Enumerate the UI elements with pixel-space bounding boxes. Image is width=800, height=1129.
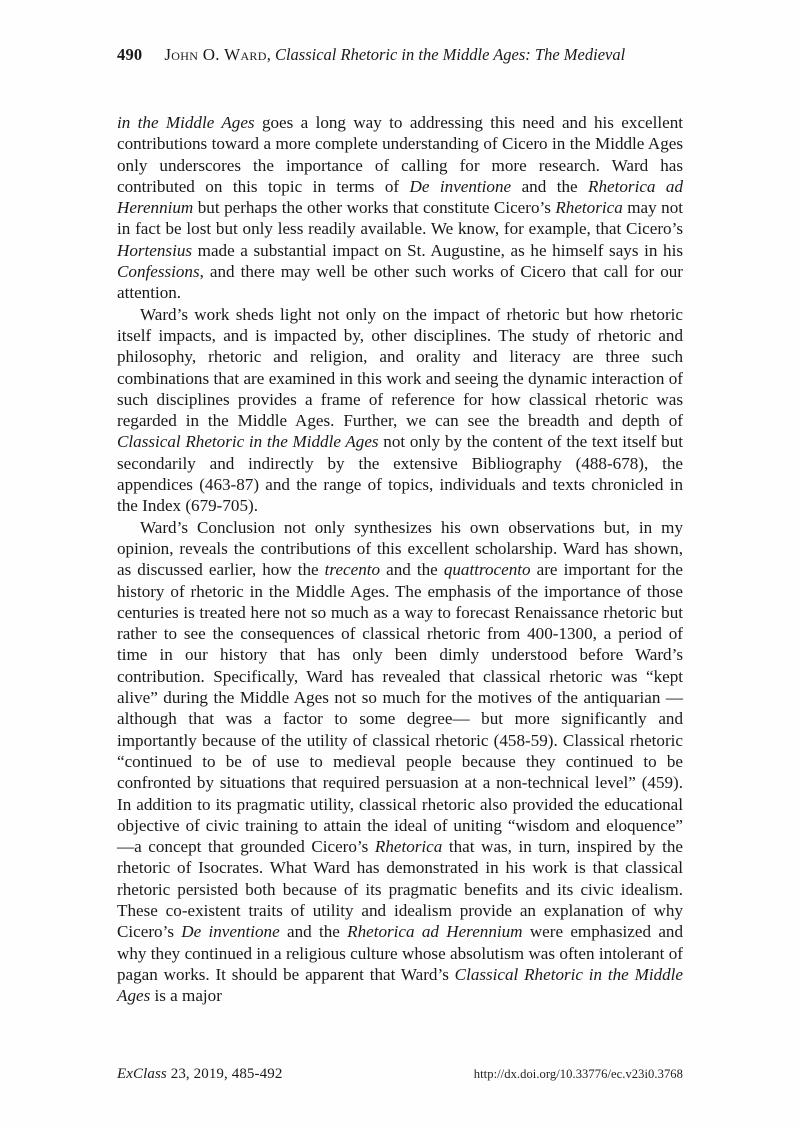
body-paragraph	[117, 304, 683, 517]
text-run: made a substantial impact on St. Augustine, as he himself says in his	[192, 240, 683, 260]
italic-title-run: De inventione	[181, 922, 280, 942]
body-paragraph	[117, 517, 683, 1007]
italic-title-run: Rhetorica ad Herennium	[117, 176, 684, 218]
italic-title-run: Classical Rhetoric in the Middle Ages	[117, 432, 379, 452]
text-run: are important for the history of rhetoric in the Middle Ages. The emphasis of the importance of those centuries is treated here not so much as a way to forecast Renaissance rhetoric but rather to see the consequences of classical rhetoric from 400-1300, a period of time in our history that has only been dimly understood before Ward’s contribution. Specifically, Ward has revealed that classical rhetoric was “kept alive” during the Middle Ages not so much for the motives of the antiquarian —although that was a factor to some degree— but more significantly and importantly because of the utility of classical rhetoric (458-59). Classical rhetoric “continued to be of use to medieval people because they continued to be confronted by situations that required persuasion at a non-technical level” (459). In addition to its pragmatic utility, classical rhetoric also provided the educational objective of civic training to attain the ideal of uniting “wisdom and eloquence” —a concept that grounded Cicero’s	[117, 560, 683, 857]
text-run: may not in fact be lost but only less readily available. We know, for example, that Cicero’s	[117, 198, 683, 239]
text-run: Ward’s Conclusion not only synthesizes his own observations but, in my opinion, reveals the contributions of this excellent scholarship. Ward has shown, as discussed earlier, how the	[117, 517, 683, 580]
text-run: not only by the content of the text itself but secondarily and indirectly by the extensive Bibliography (488-678), the appendices (463-87) and the range of topics, individuals and texts chronicled in the Index (679-705).	[117, 432, 683, 516]
text-run: that was, in turn, inspired by the rhetoric of Isocrates. What Ward has demonstrated in his work is that classical rhetoric persisted both because of its pragmatic benefits and its civic idealism. These co-existent traits of utility and idealism provide an explanation of why Cicero’s	[117, 837, 684, 942]
italic-title-run: Rhetorica	[555, 198, 623, 218]
running-head-separator: ,	[266, 45, 275, 64]
body-paragraph	[117, 112, 683, 304]
italic-title-run: Confessions	[117, 262, 200, 282]
text-run: Ward’s work sheds light not only on the impact of rhetoric but how rhetoric itself impacts, and is impacted by, other disciplines. The study of rhetoric and philosophy, rhetoric and religion, and orality and literacy are three such combinations that are examined in this work and seeing the dynamic interaction of such disciplines provides a frame of reference for how classical rhetoric was regarded in the Middle Ages. Further, we can see the breadth and depth of	[117, 304, 683, 431]
text-run: but perhaps the other works that constitute Cicero’s	[193, 198, 556, 218]
text-run: goes a long way to addressing this need and his excellent contributions toward a more complete understanding of Cicero in the Middle Ages only underscores the importance of calling for more research. Ward has contributed on this topic in terms of	[117, 113, 683, 196]
italic-title-run: in the Middle Ages	[117, 113, 255, 132]
page-folio-number: 490	[117, 45, 143, 64]
italic-title-run: Rhetorica	[374, 837, 443, 857]
italic-title-run: De inventione	[409, 176, 512, 196]
italic-title-run: quattrocento	[443, 560, 531, 580]
running-head-author: John O. Ward	[164, 45, 267, 64]
text-run: were emphasized and why they continued in a religious culture whose absolutism was often intolerant of pagan works. It should be apparent that Ward’s	[117, 922, 683, 984]
italic-title-run: Rhetorica ad Herennium	[347, 922, 523, 942]
body-text-column	[117, 112, 683, 1006]
running-head	[117, 45, 683, 65]
text-run: , and there may well be other such works of Cicero that call for our attention.	[117, 262, 683, 303]
footer-citation	[117, 1066, 282, 1083]
text-run: and the	[511, 176, 589, 196]
italic-title-run: trecento	[324, 560, 381, 580]
journal-issue-pages: 23, 2019, 485-492	[166, 1066, 283, 1082]
page-footer	[117, 1066, 683, 1083]
text-run: is a major	[150, 986, 222, 1006]
running-head-title: Classical Rhetoric in the Middle Ages: The Medieval	[274, 45, 626, 64]
italic-title-run: Hortensius	[117, 240, 193, 260]
text-run: and the	[279, 922, 348, 942]
doi-link[interactable]: http://dx.doi.org/10.33776/ec.v23i0.3768	[473, 1067, 683, 1081]
journal-name: ExClass	[117, 1066, 167, 1082]
italic-title-run: Classical Rhetoric in the Middle Ages	[117, 964, 683, 1006]
text-run: and the	[380, 560, 444, 580]
